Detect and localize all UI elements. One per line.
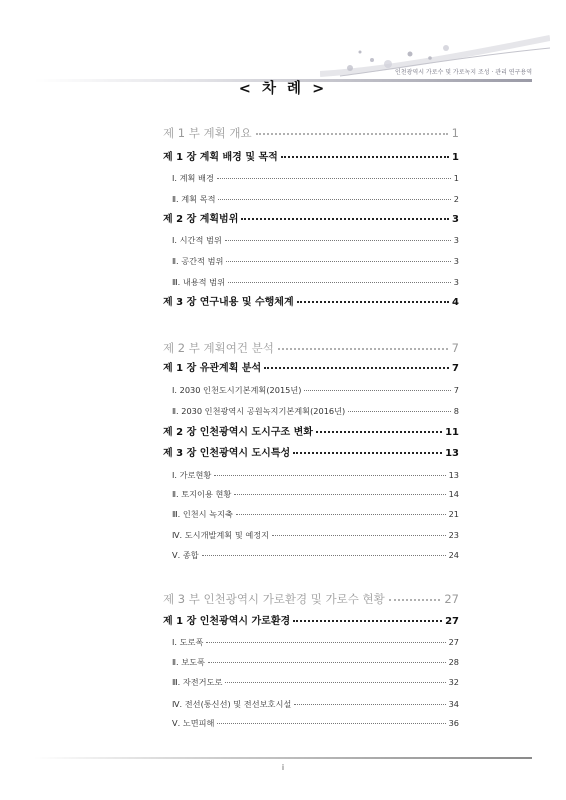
toc-entry-label: Ⅲ. 자전거도로 [172, 677, 223, 687]
toc-dot-leader [228, 282, 451, 283]
toc-entry-section[interactable] [163, 551, 459, 559]
toc-entry-chapter[interactable] [163, 215, 459, 225]
toc-entry-label: Ⅰ. 시간적 범위 [172, 235, 222, 245]
toc-entry-page: 3 [452, 214, 459, 225]
toc-entry-page: 7 [451, 341, 459, 355]
toc-entry-page: 27 [448, 637, 459, 647]
toc-entry-label: Ⅲ. 인천시 녹지축 [172, 509, 233, 519]
toc-entry-section[interactable] [163, 678, 459, 686]
toc-entry-page: 36 [448, 718, 459, 728]
page-number: i [281, 763, 285, 772]
toc-entry-label: Ⅴ. 노면피해 [172, 718, 215, 728]
toc-entry-label: Ⅰ. 계획 배경 [172, 173, 214, 183]
toc-entry-chapter[interactable] [163, 153, 459, 163]
toc-dot-leader [225, 240, 451, 241]
toc-entry-page: 13 [448, 470, 459, 480]
toc-entry-label: Ⅱ. 계획 목적 [172, 194, 216, 204]
toc-dot-leader [256, 133, 448, 135]
toc-entry-label: Ⅰ. 도로폭 [172, 637, 204, 647]
toc-dot-leader [293, 452, 442, 454]
toc-entry-part[interactable] [163, 128, 459, 140]
toc-entry-section[interactable] [163, 700, 459, 708]
toc-entry-page: 4 [452, 297, 459, 308]
toc-entry-section[interactable] [163, 386, 459, 394]
toc-entry-section[interactable] [163, 719, 459, 727]
toc-entry-section[interactable] [163, 257, 459, 265]
toc-entry-label: 제 3 장 연구내용 및 수행체계 [163, 297, 294, 308]
toc-entry-label: Ⅱ. 보도폭 [172, 657, 205, 667]
toc-dot-leader [281, 156, 449, 158]
toc-entry-label: 제 1 장 계획 배경 및 목적 [163, 152, 278, 163]
toc-entry-label: 제 3 부 인천광역시 가로환경 및 가로수 현황 [163, 592, 385, 606]
toc-dot-leader [304, 390, 450, 391]
toc-dot-leader [225, 682, 445, 683]
toc-dot-leader [226, 261, 450, 262]
toc-entry-page: 1 [452, 152, 459, 163]
toc-entry-page: 24 [448, 550, 459, 560]
toc-dot-leader [208, 662, 446, 663]
toc-entry-section[interactable] [163, 658, 459, 666]
toc-entry-section[interactable] [163, 236, 459, 244]
toc-entry-page: 3 [453, 256, 459, 266]
toc-entry-label: Ⅴ. 종합 [172, 550, 199, 560]
toc-entry-label: 제 1 부 계획 개요 [163, 126, 252, 140]
toc-entry-part[interactable] [163, 594, 459, 606]
toc-dot-leader [264, 367, 449, 369]
toc-entry-page: 7 [453, 385, 459, 395]
toc-entry-chapter[interactable] [163, 617, 459, 627]
toc-entry-label: 제 1 장 유관계획 분석 [163, 363, 262, 374]
toc-entry-section[interactable] [163, 531, 459, 539]
toc-entry-chapter[interactable] [163, 428, 459, 438]
toc-entry-label: Ⅱ. 공간적 범위 [172, 256, 224, 266]
toc-dot-leader [218, 199, 450, 200]
toc-entry-label: 제 2 부 계획여건 분석 [163, 341, 274, 355]
toc-dot-leader [278, 348, 448, 350]
toc-dot-leader [294, 704, 445, 705]
toc-entry-section[interactable] [163, 510, 459, 518]
toc-entry-page: 34 [448, 699, 459, 709]
toc-entry-label: Ⅱ. 2030 인천광역시 공원녹지기본계획(2016년) [172, 406, 346, 416]
toc-entry-chapter[interactable] [163, 298, 459, 308]
toc-entry-label: Ⅰ. 2030 인천도시기본계획(2015년) [172, 385, 302, 395]
toc-entry-chapter[interactable] [163, 449, 459, 459]
toc-dot-leader [234, 494, 445, 495]
toc-entry-chapter[interactable] [163, 364, 459, 374]
toc-entry-page: 2 [453, 194, 459, 204]
toc-entry-page: 14 [448, 489, 459, 499]
toc-entry-page: 21 [448, 509, 459, 519]
toc-entry-section[interactable] [163, 471, 459, 479]
toc-entry-section[interactable] [163, 278, 459, 286]
toc-entry-page: 23 [448, 530, 459, 540]
toc-entry-page: 13 [445, 448, 459, 459]
toc-entry-page: 3 [453, 235, 459, 245]
toc-entry-section[interactable] [163, 195, 459, 203]
toc-dot-leader [206, 642, 445, 643]
toc-dot-leader [202, 555, 446, 556]
toc-dot-leader [272, 535, 446, 536]
toc-entry-page: 1 [451, 126, 459, 140]
toc-entry-section[interactable] [163, 407, 459, 415]
toc-dot-leader [316, 431, 442, 433]
toc-entry-label: Ⅲ. 내용적 범위 [172, 277, 225, 287]
toc-entry-page: 32 [448, 677, 459, 687]
toc-dot-leader [217, 723, 445, 724]
page-title: < 차 례 > [238, 81, 328, 97]
toc-entry-label: Ⅳ. 전선(통신선) 및 전선보호시설 [172, 699, 292, 709]
toc-entry-page: 3 [453, 277, 459, 287]
toc-entry-part[interactable] [163, 343, 459, 355]
toc-dot-leader [236, 514, 446, 515]
toc-entry-label: Ⅱ. 토지이용 현황 [172, 489, 232, 499]
toc-entry-section[interactable] [163, 490, 459, 498]
footer-rule [34, 757, 532, 759]
running-header: 인천광역시 가로수 및 가로녹지 조성 · 관리 연구용역 [395, 69, 532, 76]
toc-entry-page: 11 [445, 427, 459, 438]
toc-entry-page: 7 [452, 363, 459, 374]
toc-dot-leader [297, 301, 449, 303]
toc-entry-label: Ⅰ. 가로현황 [172, 470, 212, 480]
toc-dot-leader [348, 411, 451, 412]
toc-entry-page: 27 [445, 616, 459, 627]
toc-entry-label: 제 2 장 계획범위 [163, 214, 239, 225]
toc-dot-leader [293, 620, 442, 622]
toc-dot-leader [241, 218, 449, 220]
toc-dot-leader [389, 599, 441, 601]
toc-entry-label: 제 3 장 인천광역시 도시특성 [163, 448, 291, 459]
toc-entry-page: 1 [453, 173, 459, 183]
toc-entry-section[interactable] [163, 638, 459, 646]
toc-entry-label: 제 1 장 인천광역시 가로환경 [163, 616, 291, 627]
toc-dot-leader [214, 475, 445, 476]
toc-dot-leader [217, 178, 451, 179]
toc-entry-page: 27 [444, 592, 459, 606]
toc-entry-section[interactable] [163, 174, 459, 182]
toc-entry-label: 제 2 장 인천광역시 도시구조 변화 [163, 427, 313, 438]
toc-entry-label: Ⅳ. 도시개발계획 및 예정지 [172, 530, 270, 540]
toc-entry-page: 28 [448, 657, 459, 667]
toc-entry-page: 8 [453, 406, 459, 416]
